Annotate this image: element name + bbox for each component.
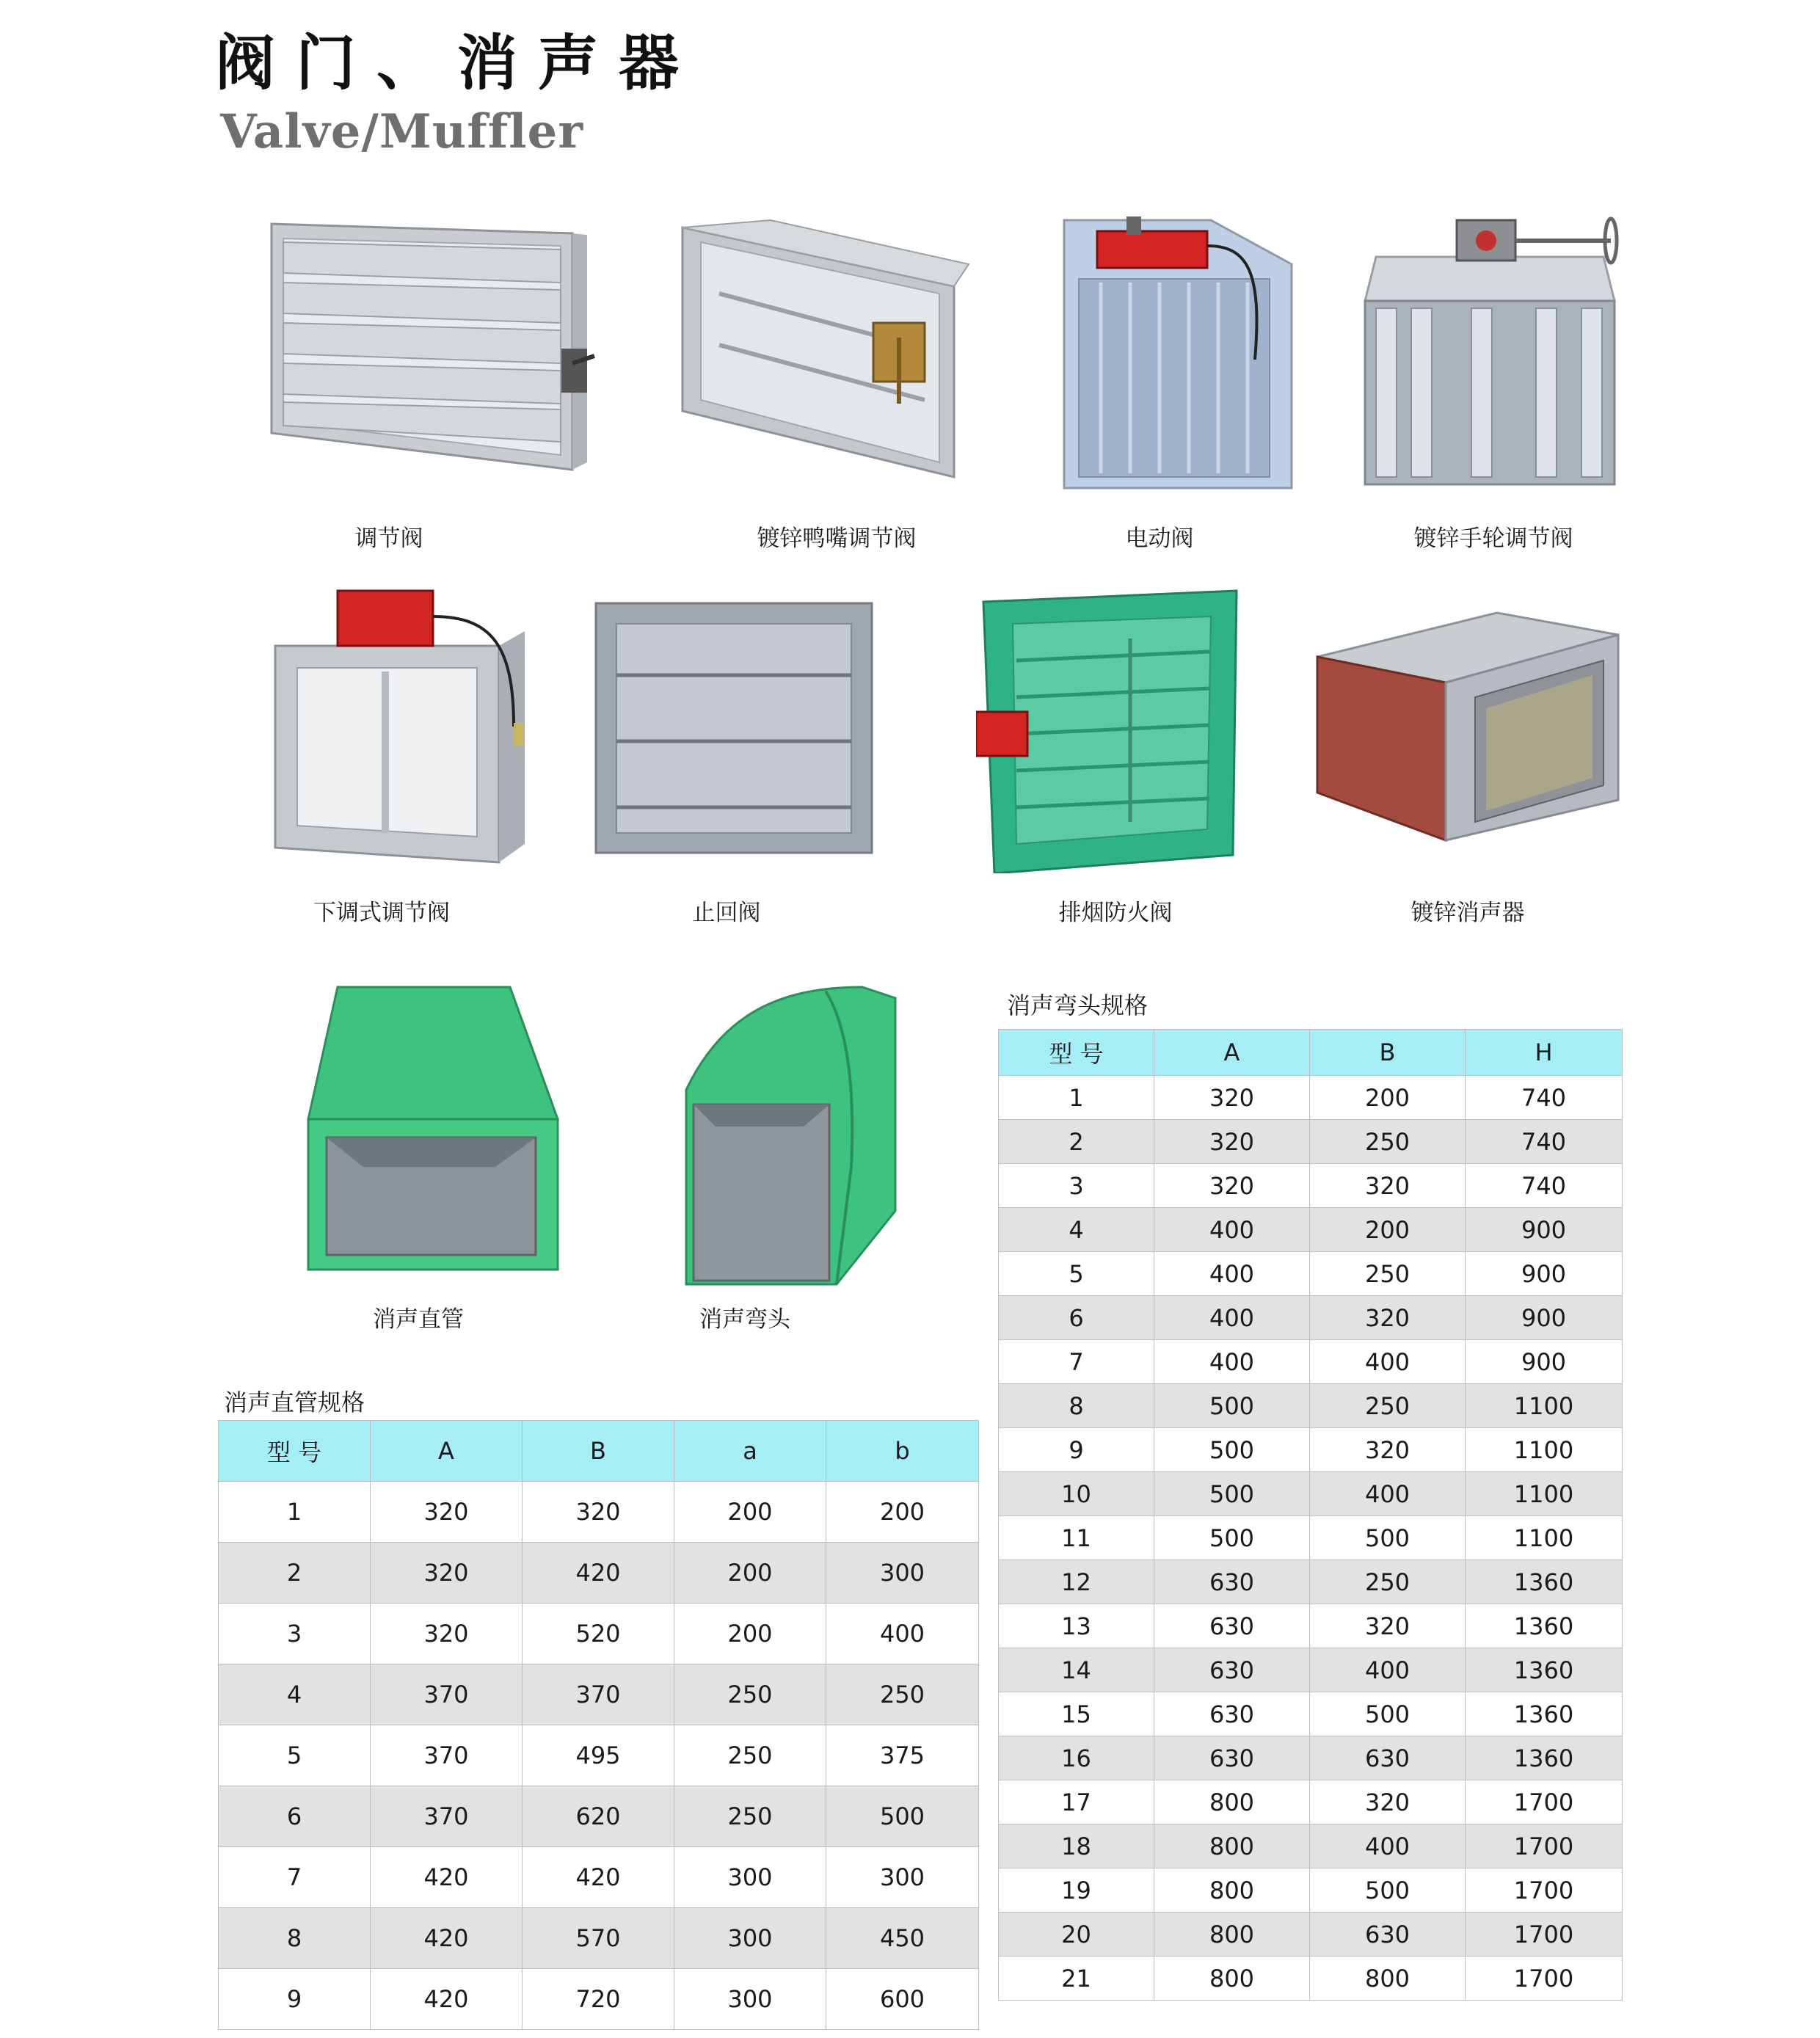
- table-row: [219, 1543, 979, 1604]
- table-row: [999, 1957, 1623, 2001]
- table-cell: 400: [826, 1604, 979, 1664]
- check-valve-icon: [594, 602, 873, 859]
- table-cell: 6: [219, 1786, 371, 1847]
- page-title: 阀门、消声器: [215, 29, 700, 98]
- table-cell: 12: [999, 1560, 1154, 1604]
- table-cell: 17: [999, 1780, 1154, 1824]
- column-header: 型 号: [219, 1421, 371, 1482]
- table-cell: 400: [1310, 1824, 1466, 1868]
- table-cell: 7: [999, 1340, 1154, 1384]
- table-header-row: [999, 1030, 1623, 1076]
- table-cell: 400: [1310, 1340, 1466, 1384]
- table-cell: 630: [1154, 1604, 1310, 1648]
- product-caption: 下调式调节阀: [313, 900, 450, 926]
- page-subtitle: Valve/Muffler: [220, 104, 584, 159]
- table-cell: 1360: [1466, 1736, 1623, 1780]
- bottom-adjust-damper-icon: [272, 587, 550, 866]
- table-cell: 1100: [1466, 1384, 1623, 1428]
- table-cell: 1700: [1466, 1780, 1623, 1824]
- table-row: [999, 1516, 1623, 1560]
- table-cell: 1360: [1466, 1560, 1623, 1604]
- table-cell: 250: [674, 1725, 826, 1786]
- table-cell: 400: [1154, 1296, 1310, 1340]
- table-cell: 6: [999, 1296, 1154, 1340]
- table-cell: 250: [1310, 1560, 1466, 1604]
- product-caption: 排烟防火阀: [1058, 900, 1173, 926]
- table-cell: 320: [371, 1543, 523, 1604]
- table-row: [999, 1076, 1623, 1120]
- table-row: [999, 1120, 1623, 1164]
- table-row: [219, 1969, 979, 2030]
- straight-spec-table: [218, 1420, 979, 2030]
- product-smoke-fire-damper: [976, 587, 1240, 939]
- product-galvanized-muffler: [1314, 609, 1622, 939]
- table-cell: 500: [826, 1786, 979, 1847]
- table-cell: 600: [826, 1969, 979, 2030]
- table-cell: 2: [999, 1120, 1154, 1164]
- table-cell: 16: [999, 1736, 1154, 1780]
- table-cell: 5: [219, 1725, 371, 1786]
- table-cell: 250: [674, 1664, 826, 1725]
- table-cell: 1360: [1466, 1604, 1623, 1648]
- product-check-valve: [594, 602, 873, 939]
- table-cell: 18: [999, 1824, 1154, 1868]
- table-row: [999, 1472, 1623, 1516]
- product-bottom-adjust-damper: [272, 587, 550, 939]
- product-caption: 电动阀: [1125, 525, 1194, 552]
- product-caption: 止回阀: [692, 900, 761, 926]
- table-cell: 900: [1466, 1340, 1623, 1384]
- table-row: [219, 1725, 979, 1786]
- table-cell: 1700: [1466, 1868, 1623, 1913]
- table-cell: 200: [674, 1482, 826, 1543]
- table-cell: 1100: [1466, 1516, 1623, 1560]
- column-header: B: [1310, 1030, 1466, 1076]
- table-cell: 370: [371, 1664, 523, 1725]
- table-cell: 320: [1310, 1296, 1466, 1340]
- table-cell: 9: [999, 1428, 1154, 1472]
- table-row: [219, 1604, 979, 1664]
- table-cell: 450: [826, 1908, 979, 1969]
- louver-damper-icon: [264, 213, 602, 477]
- product-louver-damper: [264, 213, 602, 565]
- galvanized-duckbill-damper-icon: [675, 213, 998, 492]
- table-cell: 500: [1310, 1868, 1466, 1913]
- column-header: A: [371, 1421, 523, 1482]
- table-cell: 300: [674, 1908, 826, 1969]
- table-row: [999, 1648, 1623, 1692]
- table-row: [999, 1164, 1623, 1208]
- table-cell: 1: [219, 1482, 371, 1543]
- table-cell: 1360: [1466, 1648, 1623, 1692]
- table-cell: 200: [1310, 1076, 1466, 1120]
- table-row: [999, 1780, 1623, 1824]
- table-cell: 420: [371, 1908, 523, 1969]
- straight-muffler-duct-icon: [305, 983, 561, 1277]
- table-cell: 630: [1154, 1692, 1310, 1736]
- table-cell: 250: [826, 1664, 979, 1725]
- table-cell: 1100: [1466, 1428, 1623, 1472]
- table-cell: 420: [523, 1847, 674, 1908]
- table-row: [999, 1208, 1623, 1252]
- table-cell: 320: [1310, 1604, 1466, 1648]
- table-row: [999, 1384, 1623, 1428]
- table-cell: 4: [219, 1664, 371, 1725]
- table-cell: 370: [371, 1725, 523, 1786]
- table-cell: 400: [1154, 1340, 1310, 1384]
- elbow-table-title: 消声弯头规格: [1007, 991, 1149, 1019]
- product-duckbill-damper: [675, 213, 998, 565]
- smoke-fire-damper-icon: [976, 587, 1240, 873]
- table-cell: 300: [826, 1847, 979, 1908]
- table-cell: 800: [1154, 1780, 1310, 1824]
- table-row: [999, 1252, 1623, 1296]
- product-caption: 镀锌鸭嘴调节阀: [757, 525, 917, 552]
- table-cell: 19: [999, 1868, 1154, 1913]
- table-cell: 2: [219, 1543, 371, 1604]
- column-header: H: [1466, 1030, 1623, 1076]
- table-cell: 630: [1154, 1648, 1310, 1692]
- table-cell: 630: [1310, 1913, 1466, 1957]
- product-caption: 调节阀: [354, 525, 423, 552]
- product-straight-muffler-duct: [305, 983, 561, 1336]
- column-header: B: [523, 1421, 674, 1482]
- table-cell: 4: [999, 1208, 1154, 1252]
- table-cell: 400: [1310, 1472, 1466, 1516]
- table-row: [999, 1428, 1623, 1472]
- table-cell: 370: [523, 1664, 674, 1725]
- table-row: [999, 1604, 1623, 1648]
- table-cell: 3: [999, 1164, 1154, 1208]
- table-cell: 1360: [1466, 1692, 1623, 1736]
- table-cell: 400: [1310, 1648, 1466, 1692]
- table-cell: 200: [674, 1604, 826, 1664]
- table-cell: 5: [999, 1252, 1154, 1296]
- table-cell: 10: [999, 1472, 1154, 1516]
- table-row: [999, 1736, 1623, 1780]
- table-cell: 20: [999, 1913, 1154, 1957]
- table-cell: 720: [523, 1969, 674, 2030]
- table-cell: 800: [1154, 1868, 1310, 1913]
- table-cell: 3: [219, 1604, 371, 1664]
- table-cell: 300: [826, 1543, 979, 1604]
- table-row: [999, 1692, 1623, 1736]
- table-header-row: [219, 1421, 979, 1482]
- product-caption: 消声弯头: [699, 1306, 790, 1333]
- table-cell: 300: [674, 1969, 826, 2030]
- table-cell: 9: [219, 1969, 371, 2030]
- table-cell: 500: [1154, 1516, 1310, 1560]
- table-cell: 740: [1466, 1120, 1623, 1164]
- table-cell: 320: [1310, 1428, 1466, 1472]
- table-row: [999, 1560, 1623, 1604]
- table-cell: 740: [1466, 1076, 1623, 1120]
- column-header: b: [826, 1421, 979, 1482]
- muffler-elbow-icon: [679, 983, 899, 1299]
- table-cell: 250: [1310, 1384, 1466, 1428]
- table-cell: 500: [1154, 1384, 1310, 1428]
- table-cell: 13: [999, 1604, 1154, 1648]
- table-cell: 320: [1154, 1076, 1310, 1120]
- table-cell: 520: [523, 1604, 674, 1664]
- table-cell: 300: [674, 1847, 826, 1908]
- straight-table-title: 消声直管规格: [224, 1389, 365, 1416]
- table-cell: 250: [1310, 1252, 1466, 1296]
- table-row: [999, 1340, 1623, 1384]
- table-row: [999, 1913, 1623, 1957]
- table-cell: 500: [1154, 1472, 1310, 1516]
- table-cell: 200: [1310, 1208, 1466, 1252]
- table-cell: 420: [523, 1543, 674, 1604]
- table-cell: 800: [1154, 1824, 1310, 1868]
- table-cell: 320: [1154, 1164, 1310, 1208]
- table-row: [999, 1868, 1623, 1913]
- table-cell: 630: [1310, 1736, 1466, 1780]
- table-cell: 800: [1154, 1913, 1310, 1957]
- handwheel-damper-icon: [1361, 213, 1626, 492]
- table-cell: 500: [1154, 1428, 1310, 1472]
- product-handwheel-damper: [1361, 213, 1626, 565]
- table-cell: 250: [674, 1786, 826, 1847]
- table-cell: 900: [1466, 1252, 1623, 1296]
- table-cell: 500: [1310, 1692, 1466, 1736]
- table-cell: 740: [1466, 1164, 1623, 1208]
- column-header: A: [1154, 1030, 1310, 1076]
- table-cell: 14: [999, 1648, 1154, 1692]
- table-cell: 800: [1154, 1957, 1310, 2001]
- product-electric-damper: [1057, 213, 1306, 565]
- table-cell: 620: [523, 1786, 674, 1847]
- table-cell: 250: [1310, 1120, 1466, 1164]
- table-row: [999, 1296, 1623, 1340]
- table-cell: 900: [1466, 1296, 1623, 1340]
- table-cell: 320: [371, 1482, 523, 1543]
- table-cell: 200: [826, 1482, 979, 1543]
- table-cell: 630: [1154, 1560, 1310, 1604]
- table-cell: 200: [674, 1543, 826, 1604]
- table-cell: 320: [1310, 1164, 1466, 1208]
- product-caption: 镀锌消声器: [1410, 900, 1525, 926]
- table-row: [219, 1664, 979, 1725]
- table-cell: 320: [1154, 1120, 1310, 1164]
- electric-damper-icon: [1057, 213, 1306, 492]
- product-caption: 消声直管: [373, 1306, 464, 1333]
- table-cell: 800: [1310, 1957, 1466, 2001]
- column-header: a: [674, 1421, 826, 1482]
- table-cell: 8: [219, 1908, 371, 1969]
- table-cell: 1: [999, 1076, 1154, 1120]
- table-cell: 1700: [1466, 1957, 1623, 2001]
- table-cell: 1100: [1466, 1472, 1623, 1516]
- table-row: [219, 1482, 979, 1543]
- elbow-spec-table: [998, 1029, 1623, 2001]
- table-cell: 495: [523, 1725, 674, 1786]
- table-cell: 370: [371, 1786, 523, 1847]
- table-cell: 570: [523, 1908, 674, 1969]
- table-cell: 11: [999, 1516, 1154, 1560]
- table-cell: 1700: [1466, 1913, 1623, 1957]
- table-cell: 375: [826, 1725, 979, 1786]
- table-cell: 400: [1154, 1208, 1310, 1252]
- product-muffler-elbow: [679, 983, 899, 1336]
- table-cell: 320: [371, 1604, 523, 1664]
- table-cell: 420: [371, 1969, 523, 2030]
- table-cell: 900: [1466, 1208, 1623, 1252]
- table-cell: 320: [1310, 1780, 1466, 1824]
- table-cell: 400: [1154, 1252, 1310, 1296]
- product-caption: 镀锌手轮调节阀: [1413, 525, 1573, 552]
- column-header: 型 号: [999, 1030, 1154, 1076]
- table-cell: 21: [999, 1957, 1154, 2001]
- table-cell: 7: [219, 1847, 371, 1908]
- table-cell: 320: [523, 1482, 674, 1543]
- table-cell: 8: [999, 1384, 1154, 1428]
- table-cell: 420: [371, 1847, 523, 1908]
- table-row: [219, 1908, 979, 1969]
- table-cell: 15: [999, 1692, 1154, 1736]
- table-cell: 630: [1154, 1736, 1310, 1780]
- table-row: [999, 1824, 1623, 1868]
- galvanized-muffler-icon: [1314, 609, 1622, 851]
- table-cell: 500: [1310, 1516, 1466, 1560]
- table-row: [219, 1847, 979, 1908]
- table-row: [219, 1786, 979, 1847]
- table-cell: 1700: [1466, 1824, 1623, 1868]
